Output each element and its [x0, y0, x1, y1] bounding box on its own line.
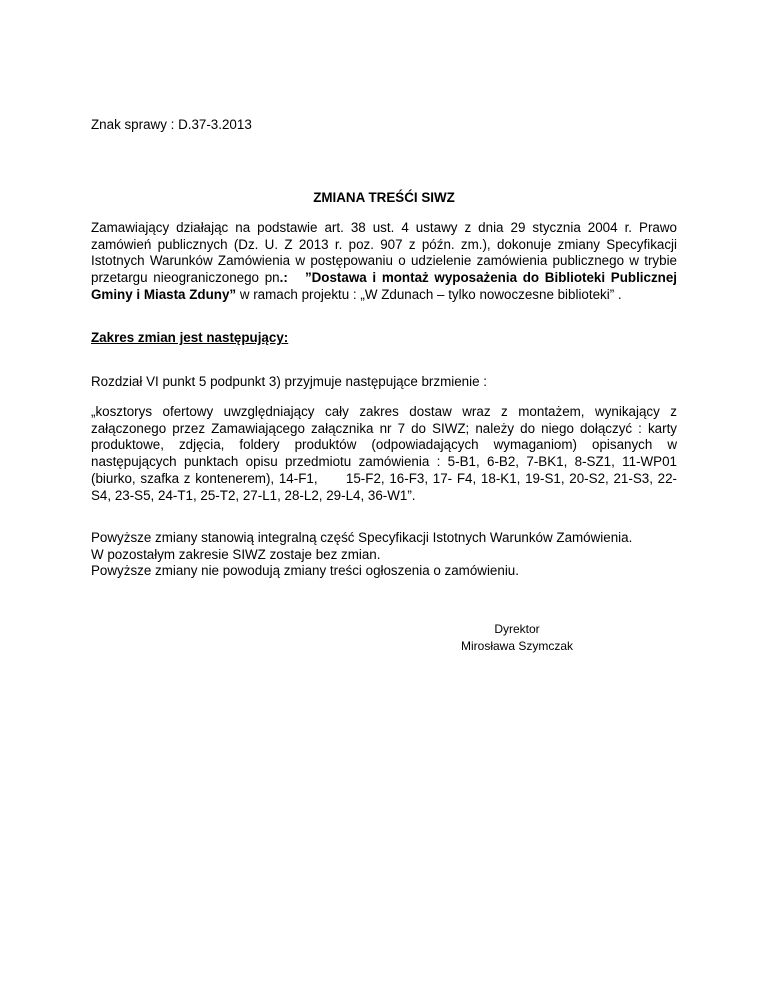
case-number: Znak sprawy : D.37-3.2013: [91, 117, 252, 132]
signature-block: [430, 621, 604, 654]
closing-line-1: Powyższe zmiany stanowią integralną część Specyfikacji Istotnych Warunków Zamówienia.: [91, 530, 633, 545]
amended-text-quote: „kosztorys ofertowy uwzględniający cały zakres dostaw wraz z montażem, wynikający z załączonego przez Zamawiającego załącznika nr 7 do SIWZ; należy do niego dołączyć : karty produktowe, zdjęcia, foldery produktów (odpowiadających wymaganiom) opisanych w następujących punktach opisu przedmiotu zamówienia : 5-B1, 6-B2, 7-BK1, 8-SZ1, 11-WP01 (biurko, szafka z kontenerem), 14-F1, 15-F2, 16-F3, 17- F4, 18-K1, 19-S1, 20-S2, 21-S3, 22-S4, 23-S5, 24-T1, 25-T2, 27-L1, 28-L2, 29-L4, 36-W1”.: [91, 404, 681, 503]
closing-statements: [91, 530, 691, 580]
closing-line-3: Powyższe zmiany nie powodują zmiany treści ogłoszenia o zamówieniu.: [91, 563, 519, 579]
section-reference: Rozdział VI punkt 5 podpunkt 3) przyjmuje następujące brzmienie :: [91, 374, 487, 389]
document-title: ZMIANA TREŚĆI SIWZ: [313, 190, 455, 205]
intro-text: Zamawiający działając na podstawie art. 38 ust. 4 ustawy z dnia 29 stycznia 2004 r. Prawo zamówień publicznych (Dz. U. Z 2013 r. poz. 907 z późn. zm.), dokonuje zmiany Specyfikacji Istotnych Warunków Zamówienia w postępowaniu o udzielenie zamówienia publicznego w trybie przetargu nieograniczonego pn: [91, 220, 677, 286]
intro-punctuation: .:: [279, 270, 288, 286]
signatory-role: Dyrektor: [494, 622, 540, 636]
changes-heading: Zakres zmian jest następujący:: [91, 330, 289, 345]
intro-project-text: w ramach projektu : „W Zdunach – tylko nowoczesne biblioteki” .: [236, 286, 622, 302]
project-name: ”Dostawa i montaż wyposażenia do Biblioteki Publicznej Gminy i Miasta Zduny”: [91, 270, 677, 302]
signatory-name: Mirosława Szymczak: [460, 638, 574, 653]
intro-spacer: [288, 270, 305, 285]
closing-line-2: W pozostałym zakresie SIWZ zostaje bez zmian.: [91, 546, 381, 562]
intro-paragraph: [91, 220, 677, 304]
